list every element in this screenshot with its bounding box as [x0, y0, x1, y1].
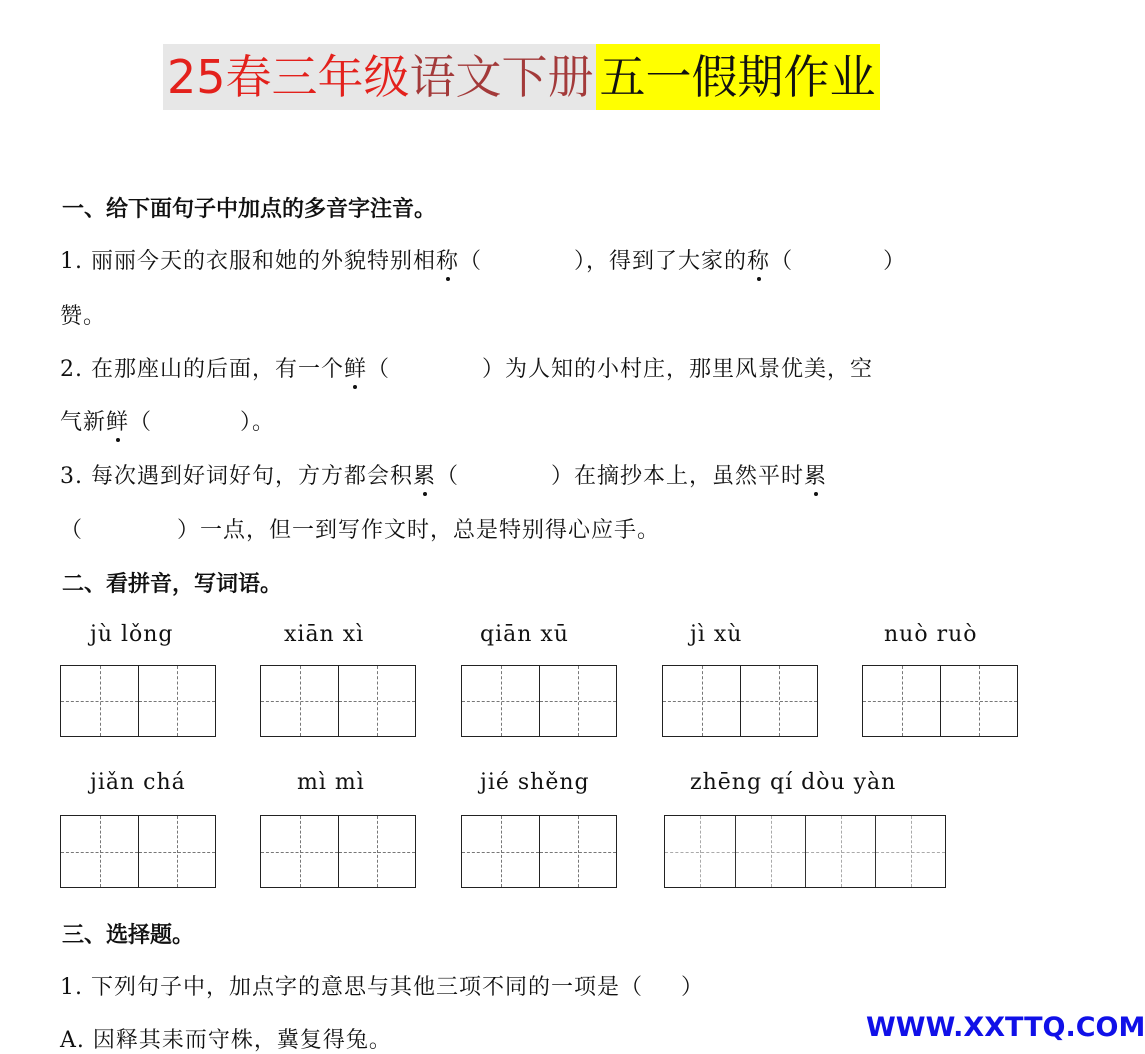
section1-heading: 一、给下面句子中加点的多音字注音。	[62, 196, 437, 222]
q2-text-a: 2. 在那座山的后面，有一个	[60, 357, 344, 382]
q1-text-a: 1. 丽丽今天的衣服和她的外貌特别相	[60, 249, 436, 274]
pinyin-label: zhēng qí dòu yàn	[690, 770, 897, 795]
q3-dotted-char-2: 累	[804, 459, 827, 490]
q3-paren-open-1: （	[436, 464, 460, 489]
q3-text-a: 3. 每次遇到好词好句，方方都会积	[60, 464, 413, 489]
q2-text-d: 气新	[60, 410, 107, 435]
q3-text-e: ）一点，但一到写作文时，总是特别得心应手。	[177, 518, 661, 543]
title-grade: 25春三年级	[167, 50, 410, 104]
pinyin-label: jié shěng	[480, 770, 590, 795]
grid-cell[interactable]	[261, 666, 338, 736]
q2-text-c: ）为人知的小村庄，那里风景优美，空	[482, 357, 874, 382]
section3-heading: 三、选择题。	[62, 922, 195, 948]
q2-paren-open-2: （	[129, 410, 153, 435]
grid-cell[interactable]	[735, 816, 805, 887]
q1-text-c: ），得到了大家的	[574, 249, 748, 274]
title-highlight: 五一假期作业	[596, 44, 880, 110]
q2-paren-open-1: （	[367, 357, 391, 382]
page-title	[163, 44, 880, 110]
grid-cell[interactable]	[338, 666, 415, 736]
pinyin-label: jì xù	[690, 622, 743, 647]
section1-q3-line1	[60, 459, 827, 490]
q3-paren-open-2: （	[60, 518, 84, 543]
grid-cell[interactable]	[462, 816, 539, 887]
q2-dotted-char-1: 鲜	[344, 352, 367, 383]
q2-dotted-char-2: 鲜	[106, 405, 129, 436]
q3-text-c: ）在摘抄本上，虽然平时	[551, 464, 805, 489]
section2-heading: 二、看拼音，写词语。	[62, 571, 283, 597]
q2-paren-close-2: ）。	[240, 410, 276, 435]
grid-cell[interactable]	[740, 666, 817, 736]
q1-paren-open-2: （	[770, 249, 794, 274]
grid-cell[interactable]	[261, 816, 338, 887]
grid-cell[interactable]	[462, 666, 539, 736]
section3-q1-paren-close: ）	[681, 975, 705, 1000]
writing-grid[interactable]	[461, 665, 617, 737]
section3-q1	[60, 970, 704, 1001]
section1-q3-line2	[60, 513, 660, 544]
writing-grid[interactable]	[461, 815, 617, 888]
section1-q1-line2: 赞。	[60, 304, 107, 329]
pinyin-label: nuò ruò	[884, 622, 978, 647]
section3-option-a: A. 因释其耒而守株，冀复得兔。	[60, 1028, 392, 1053]
grid-cell[interactable]	[138, 666, 215, 736]
pinyin-label: mì mì	[297, 770, 365, 795]
title-part1	[163, 44, 596, 110]
grid-cell[interactable]	[940, 666, 1017, 736]
grid-cell[interactable]	[863, 666, 940, 736]
pinyin-label: jiǎn chá	[90, 770, 186, 795]
watermark: WWW.XXTTQ.COM	[866, 1012, 1145, 1043]
q1-paren-open-1: （	[459, 249, 483, 274]
section1-q2-line1	[60, 352, 873, 383]
grid-cell[interactable]	[539, 816, 616, 887]
grid-cell[interactable]	[805, 816, 875, 887]
q3-dotted-char-1: 累	[413, 459, 436, 490]
section1-q2-line2	[60, 405, 275, 436]
q1-dotted-char-2: 称	[747, 244, 770, 275]
writing-grid[interactable]	[60, 815, 216, 888]
pinyin-label: qiān xū	[480, 622, 569, 647]
writing-grid[interactable]	[260, 665, 416, 737]
writing-grid[interactable]	[260, 815, 416, 888]
section3-q1-text: 1. 下列句子中，加点字的意思与其他三项不同的一项是（	[60, 975, 643, 1000]
grid-cell[interactable]	[338, 816, 415, 887]
section1-q1-line1	[60, 244, 906, 275]
title-subject: 语文下册	[409, 50, 594, 104]
grid-cell[interactable]	[539, 666, 616, 736]
grid-cell[interactable]	[61, 666, 138, 736]
writing-grid[interactable]	[862, 665, 1018, 737]
q1-paren-close-2: ）	[883, 249, 907, 274]
pinyin-label: xiān xì	[284, 622, 365, 647]
grid-cell[interactable]	[665, 816, 735, 887]
q1-dotted-char-1: 称	[436, 244, 459, 275]
writing-grid[interactable]	[662, 665, 818, 737]
grid-cell[interactable]	[138, 816, 215, 887]
writing-grid-idiom[interactable]	[664, 815, 946, 888]
grid-cell[interactable]	[61, 816, 138, 887]
writing-grid[interactable]	[60, 665, 216, 737]
pinyin-label: jù lǒng	[90, 622, 174, 647]
grid-cell[interactable]	[875, 816, 945, 887]
grid-cell[interactable]	[663, 666, 740, 736]
